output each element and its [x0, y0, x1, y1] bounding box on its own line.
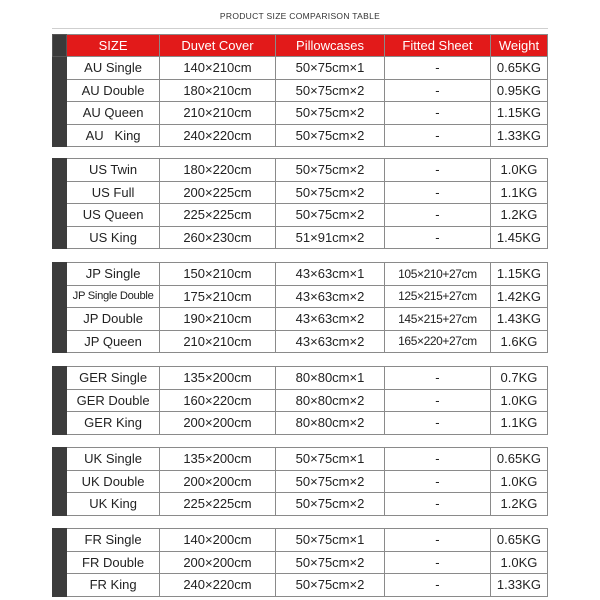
fitted-sheet-cell: 105×210+27cm — [385, 263, 491, 286]
table-row — [53, 285, 548, 308]
size-cell: US King — [67, 226, 160, 249]
size-cell: JP Single Double — [67, 285, 160, 308]
pillowcases-cell: 50×75cm×1 — [276, 529, 385, 552]
table-row — [53, 448, 548, 471]
duvet-cover-cell: 200×200cm — [159, 470, 275, 493]
weight-cell: 1.6KG — [490, 330, 547, 353]
duvet-cover-cell: 150×210cm — [159, 263, 275, 286]
fitted-sheet-cell: - — [385, 181, 491, 204]
table-row — [53, 204, 548, 227]
size-cell: US Full — [67, 181, 160, 204]
table-row — [53, 124, 548, 147]
fitted-sheet-cell: - — [385, 551, 491, 574]
duvet-cover-cell: 240×220cm — [159, 574, 275, 597]
weight-cell: 1.0KG — [490, 159, 547, 182]
size-cell: FR Double — [67, 551, 160, 574]
fitted-sheet-cell: - — [385, 204, 491, 227]
header-stripe — [53, 35, 67, 57]
group-stripe — [53, 367, 67, 435]
pillowcases-cell: 50×75cm×2 — [276, 124, 385, 147]
duvet-cover-cell: 200×200cm — [159, 551, 275, 574]
pillowcases-cell: 50×75cm×2 — [276, 493, 385, 516]
size-cell: GER Single — [67, 367, 160, 390]
size-cell: US Queen — [67, 204, 160, 227]
group-stripe — [53, 448, 67, 516]
size-cell: UK Single — [67, 448, 160, 471]
duvet-cover-cell: 190×210cm — [159, 308, 275, 331]
size-cell: GER King — [67, 412, 160, 435]
table-row — [53, 493, 548, 516]
duvet-cover-cell: 200×200cm — [159, 412, 275, 435]
fitted-sheet-cell: - — [385, 367, 491, 390]
header-row — [53, 35, 548, 57]
weight-cell: 1.15KG — [490, 263, 547, 286]
table-row — [53, 159, 548, 182]
table-row — [53, 412, 548, 435]
column-header: SIZE — [67, 35, 160, 57]
duvet-cover-cell: 200×225cm — [159, 181, 275, 204]
size-cell: JP Single — [67, 263, 160, 286]
table-row — [53, 263, 548, 286]
duvet-cover-cell: 225×225cm — [159, 204, 275, 227]
group-stripe — [53, 159, 67, 249]
duvet-cover-cell: 210×210cm — [159, 102, 275, 125]
duvet-cover-cell: 140×200cm — [159, 529, 275, 552]
pillowcases-cell: 43×63cm×2 — [276, 285, 385, 308]
pillowcases-cell: 50×75cm×2 — [276, 470, 385, 493]
weight-cell: 1.42KG — [490, 285, 547, 308]
duvet-cover-cell: 180×210cm — [159, 79, 275, 102]
column-header: Pillowcases — [276, 35, 385, 57]
group-stripe — [53, 263, 67, 353]
fitted-sheet-cell: 125×215+27cm — [385, 285, 491, 308]
weight-cell: 1.45KG — [490, 226, 547, 249]
duvet-cover-cell: 160×220cm — [159, 389, 275, 412]
table-row — [53, 389, 548, 412]
fitted-sheet-cell: - — [385, 448, 491, 471]
weight-cell: 1.2KG — [490, 204, 547, 227]
fitted-sheet-cell: - — [385, 102, 491, 125]
table-row — [53, 367, 548, 390]
pillowcases-cell: 50×75cm×2 — [276, 159, 385, 182]
fitted-sheet-cell: - — [385, 124, 491, 147]
weight-cell: 1.2KG — [490, 493, 547, 516]
column-header: Duvet Cover — [159, 35, 275, 57]
table-row — [53, 529, 548, 552]
table-row — [53, 102, 548, 125]
table-row — [53, 330, 548, 353]
column-header: Fitted Sheet — [385, 35, 491, 57]
fitted-sheet-cell: - — [385, 412, 491, 435]
pillowcases-cell: 50×75cm×2 — [276, 102, 385, 125]
pillowcases-cell: 43×63cm×2 — [276, 330, 385, 353]
title-divider — [52, 28, 548, 29]
pillowcases-cell: 50×75cm×2 — [276, 79, 385, 102]
size-cell: JP Queen — [67, 330, 160, 353]
weight-cell: 1.33KG — [490, 574, 547, 597]
weight-cell: 0.65KG — [490, 57, 547, 80]
table-row — [53, 181, 548, 204]
table-row — [53, 574, 548, 597]
fitted-sheet-cell: 165×220+27cm — [385, 330, 491, 353]
pillowcases-cell: 50×75cm×1 — [276, 448, 385, 471]
fitted-sheet-cell: - — [385, 389, 491, 412]
weight-cell: 1.33KG — [490, 124, 547, 147]
group-stripe — [53, 529, 67, 597]
fitted-sheet-cell: - — [385, 529, 491, 552]
size-cell: US Twin — [67, 159, 160, 182]
table-row — [53, 308, 548, 331]
pillowcases-cell: 80×80cm×2 — [276, 389, 385, 412]
size-group-table — [52, 262, 548, 353]
duvet-cover-cell: 180×220cm — [159, 159, 275, 182]
pillowcases-cell: 50×75cm×2 — [276, 181, 385, 204]
group-stripe — [53, 57, 67, 147]
fitted-sheet-cell: - — [385, 79, 491, 102]
size-cell: FR Single — [67, 529, 160, 552]
table-row — [53, 470, 548, 493]
pillowcases-cell: 80×80cm×2 — [276, 412, 385, 435]
size-cell: UK Double — [67, 470, 160, 493]
weight-cell: 1.1KG — [490, 181, 547, 204]
fitted-sheet-cell: - — [385, 226, 491, 249]
duvet-cover-cell: 135×200cm — [159, 367, 275, 390]
size-cell: JP Double — [67, 308, 160, 331]
size-cell: GER Double — [67, 389, 160, 412]
weight-cell: 0.95KG — [490, 79, 547, 102]
duvet-cover-cell: 240×220cm — [159, 124, 275, 147]
duvet-cover-cell: 140×210cm — [159, 57, 275, 80]
pillowcases-cell: 43×63cm×2 — [276, 308, 385, 331]
size-group-table — [52, 447, 548, 516]
fitted-sheet-cell: - — [385, 493, 491, 516]
size-group-table — [52, 34, 548, 147]
table-row — [53, 57, 548, 80]
duvet-cover-cell: 225×225cm — [159, 493, 275, 516]
weight-cell: 1.1KG — [490, 412, 547, 435]
duvet-cover-cell: 260×230cm — [159, 226, 275, 249]
size-cell: AU Single — [67, 57, 160, 80]
size-group-table — [52, 366, 548, 435]
pillowcases-cell: 51×91cm×2 — [276, 226, 385, 249]
size-cell: AU Double — [67, 79, 160, 102]
weight-cell: 0.7KG — [490, 367, 547, 390]
fitted-sheet-cell: - — [385, 159, 491, 182]
size-cell: FR King — [67, 574, 160, 597]
table-row — [53, 79, 548, 102]
fitted-sheet-cell: - — [385, 574, 491, 597]
weight-cell: 1.0KG — [490, 470, 547, 493]
fitted-sheet-cell: - — [385, 57, 491, 80]
fitted-sheet-cell: 145×215+27cm — [385, 308, 491, 331]
pillowcases-cell: 50×75cm×2 — [276, 574, 385, 597]
table-row — [53, 226, 548, 249]
size-cell: UK King — [67, 493, 160, 516]
table-row — [53, 551, 548, 574]
fitted-sheet-cell: - — [385, 470, 491, 493]
weight-cell: 1.15KG — [490, 102, 547, 125]
weight-cell: 1.43KG — [490, 308, 547, 331]
weight-cell: 0.65KG — [490, 529, 547, 552]
size-group-table — [52, 158, 548, 249]
size-cell: AU King — [67, 124, 160, 147]
size-group-table — [52, 528, 548, 597]
weight-cell: 0.65KG — [490, 448, 547, 471]
weight-cell: 1.0KG — [490, 551, 547, 574]
pillowcases-cell: 50×75cm×2 — [276, 204, 385, 227]
size-cell: AU Queen — [67, 102, 160, 125]
weight-cell: 1.0KG — [490, 389, 547, 412]
duvet-cover-cell: 175×210cm — [159, 285, 275, 308]
pillowcases-cell: 50×75cm×1 — [276, 57, 385, 80]
pillowcases-cell: 43×63cm×1 — [276, 263, 385, 286]
pillowcases-cell: 80×80cm×1 — [276, 367, 385, 390]
pillowcases-cell: 50×75cm×2 — [276, 551, 385, 574]
duvet-cover-cell: 135×200cm — [159, 448, 275, 471]
page-title: PRODUCT SIZE COMPARISON TABLE — [219, 11, 381, 21]
column-header: Weight — [490, 35, 547, 57]
duvet-cover-cell: 210×210cm — [159, 330, 275, 353]
